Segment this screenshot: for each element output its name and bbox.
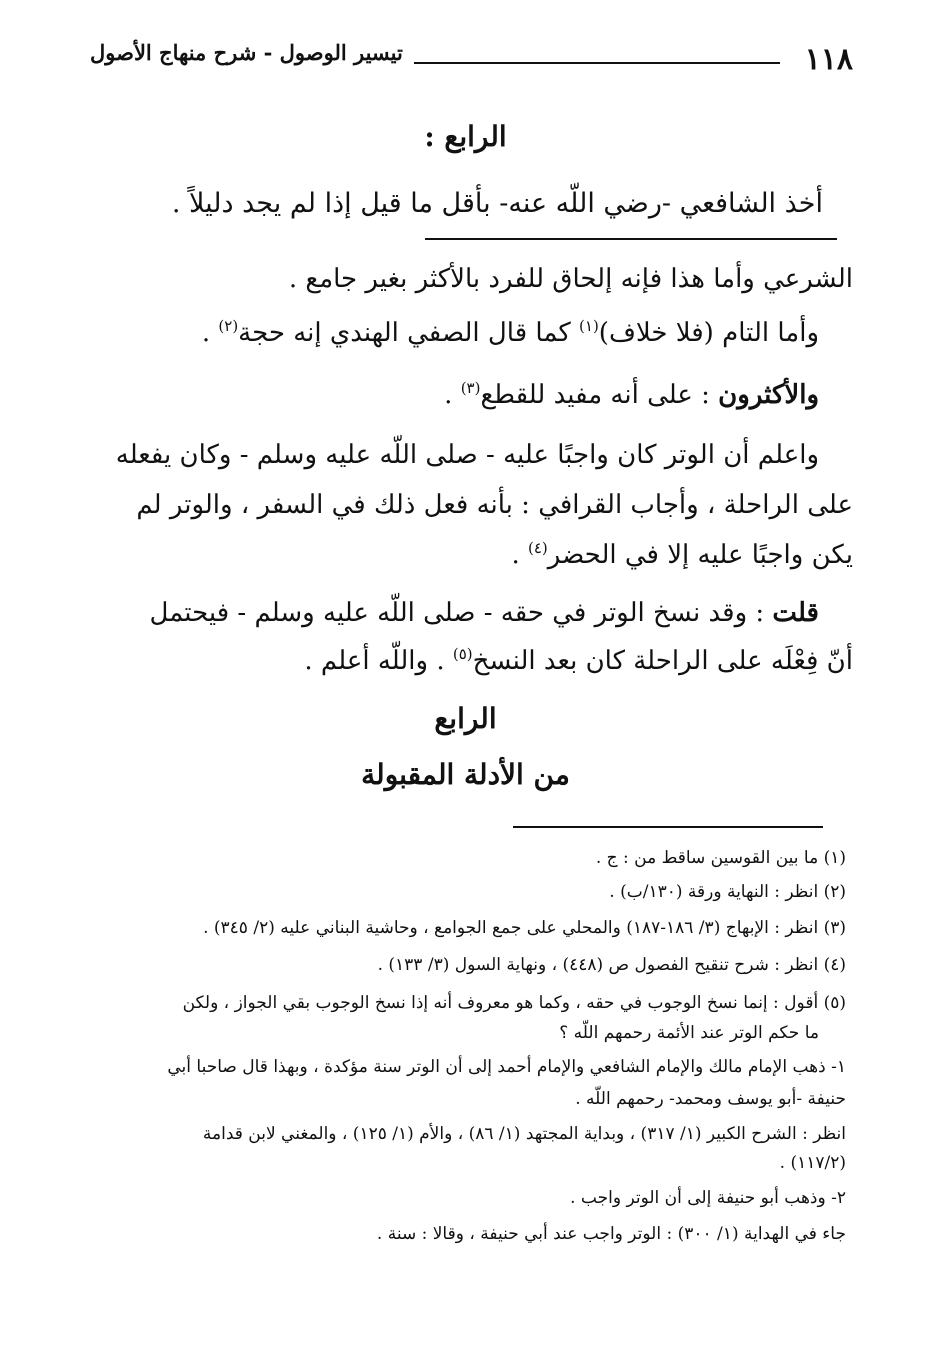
body-line	[444, 380, 819, 410]
footnote-5-continuation: ١- ذهب الإمام مالك والإمام الشافعي والإمام أحمد إلى أن الوتر سنة مؤكدة ، وبهذا قال صاحبا أبي	[167, 1057, 846, 1077]
footnote-ref: (٢)	[218, 317, 239, 335]
body-line	[202, 318, 819, 348]
body-text: : وقد نسخ الوتر في حقه - صلى اللّه عليه وسلم - فيحتمل	[149, 598, 773, 628]
body-line	[304, 646, 853, 676]
footnote-ref: (١)	[579, 317, 599, 335]
body-text: كما قال الصفي الهندي إنه حجة	[238, 318, 580, 348]
footnote-4: (٤) انظر : شرح تنقيح الفصول ص (٤٤٨) ، ونهاية السول (٣/ ١٣٣) .	[377, 955, 846, 975]
footnote-1: (١) ما بين القوسين ساقط من : ج .	[595, 848, 846, 868]
body-text: .	[201, 318, 219, 348]
page-number: ١١٨	[804, 42, 853, 77]
body-line: واعلم أن الوتر كان واجبًا عليه - صلى اللّه عليه وسلم - وكان يفعله	[115, 440, 819, 470]
footnote-ref: (٥)	[452, 645, 473, 663]
footnote-5: (٥) أقول : إنما نسخ الوجوب في حقه ، وكما هو معروف أنه إذا نسخ الوجوب بقي الجواز ، ولكن	[182, 993, 846, 1013]
body-text: يكن واجبًا عليه إلا في الحضر	[547, 540, 853, 570]
body-text: : على أنه مفيد للقطع	[480, 380, 719, 410]
body-text: وأما التام (فلا خلاف)	[598, 318, 819, 348]
body-line	[150, 598, 819, 628]
section-heading: الرابع :	[424, 120, 507, 153]
running-title: تيسير الوصول - شرح منهاج الأصول	[90, 40, 403, 65]
body-bold-term: والأكثرون	[718, 380, 819, 410]
header-rule	[414, 62, 780, 64]
quote-underline	[425, 238, 837, 240]
body-text: .	[444, 380, 461, 410]
body-line: الشرعي وأما هذا فإنه إلحاق للفرد بالأكثر بغير جامع .	[288, 264, 853, 294]
chapter-heading: الرابع	[434, 702, 497, 735]
footnote-5-continuation: ٢- وذهب أبو حنيفة إلى أن الوتر واجب .	[570, 1188, 846, 1208]
body-line	[511, 540, 853, 570]
footnote-ref: (٤)	[528, 539, 548, 557]
footnote-5-continuation: (١١٧/٢) .	[779, 1153, 846, 1173]
footnote-5-continuation: جاء في الهداية (١/ ٣٠٠) : الوتر واجب عند أبي حنيفة ، وقالا : سنة .	[376, 1224, 846, 1244]
chapter-subheading: من الأدلة المقبولة	[361, 758, 570, 791]
body-text: أنّ فِعْلَه على الراحلة كان بعد النسخ	[472, 646, 853, 676]
footnote-separator	[513, 826, 823, 828]
footnote-5-continuation: انظر : الشرح الكبير (١/ ٣١٧) ، وبداية المجتهد (١/ ٨٦) ، والأم (١/ ١٢٥) ، والمغني لابن قدامة	[202, 1124, 846, 1144]
footnote-ref: (٣)	[460, 379, 481, 397]
body-text: .	[511, 540, 528, 570]
footnote-5-continuation: ما حكم الوتر عند الأئمة رحمهم اللّه ؟	[559, 1023, 819, 1043]
quote-line: أخذ الشافعي -رضي اللّه عنه- بأقل ما قيل إذا لم يجد دليلاً .	[171, 188, 823, 219]
footnote-3: (٣) انظر : الإبهاج (٣/ ١٨٦-١٨٧) والمحلي على جمع الجوامع ، وحاشية البناني عليه (٢/ ٣٤٥) .	[203, 918, 846, 938]
body-line: على الراحلة ، وأجاب القرافي : بأنه فعل ذلك في السفر ، والوتر لم	[136, 490, 853, 520]
footnote-5-continuation: حنيفة -أبو يوسف ومحمد- رحمهم اللّه .	[575, 1089, 846, 1109]
body-text: . واللّه أعلم .	[304, 646, 453, 676]
body-bold-term: قلت	[772, 598, 819, 628]
footnote-2: (٢) انظر : النهاية ورقة (١٣٠/ب) .	[609, 882, 846, 902]
